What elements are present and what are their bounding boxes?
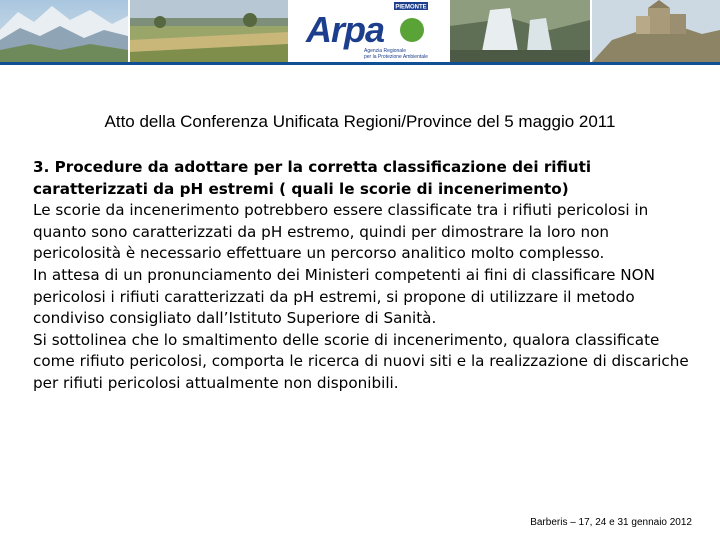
logo-tagline-1: Agenzia Regionale xyxy=(364,48,406,54)
section-heading: 3. Procedure da adottare per la corretta classificazione dei rifiuti caratterizzati da pH estremi ( quali le scorie di incenerimento) xyxy=(33,158,592,198)
paragraph-3: Si sottolinea che lo smaltimento delle scorie di incenerimento, qualora classificate come rifiuto pericolosi, comporta le ricerca di nuovi siti e la realizzazione di discariche per rifiuti pericolosi attualmente non disponibili. xyxy=(33,330,689,392)
logo-region-text: PIEMONTE xyxy=(395,4,427,11)
logo-wordmark: Arpa xyxy=(306,9,385,50)
paragraph-1: Le scorie da incenerimento potrebbero essere classificate tra i rifiuti pericolosi in quanto sono caratterizzati da pH estremo, quindi per dimostrare la loro non pericolosità è necessario effettuare un percorso analitico molto complesso. xyxy=(33,201,649,263)
paragraph-2: In attesa di un pronunciamento dei Ministeri competenti ai fini di classificare NON pericolosi i rifiuti caratterizzati da pH estremi, si propone di utilizzare il metodo condiviso consigliato dall’Istituto Superiore di Sanità. xyxy=(33,265,655,328)
arpa-logo xyxy=(288,0,438,66)
header-stripe xyxy=(0,62,720,65)
slide-body xyxy=(33,157,695,395)
hilltop-abbey-photo xyxy=(592,0,720,62)
slide-title: Atto della Conferenza Unificata Regioni/Province del 5 maggio 2011 xyxy=(104,112,616,131)
farmland-photo xyxy=(130,0,288,62)
header-banner xyxy=(0,0,720,66)
slide-footer: Barberis – 17, 24 e 31 gennaio 2012 xyxy=(530,517,692,528)
waterfall-photo xyxy=(450,0,590,62)
mountain-landscape-photo xyxy=(0,0,128,62)
logo-tagline-2: per la Protezione Ambientale xyxy=(364,54,428,60)
